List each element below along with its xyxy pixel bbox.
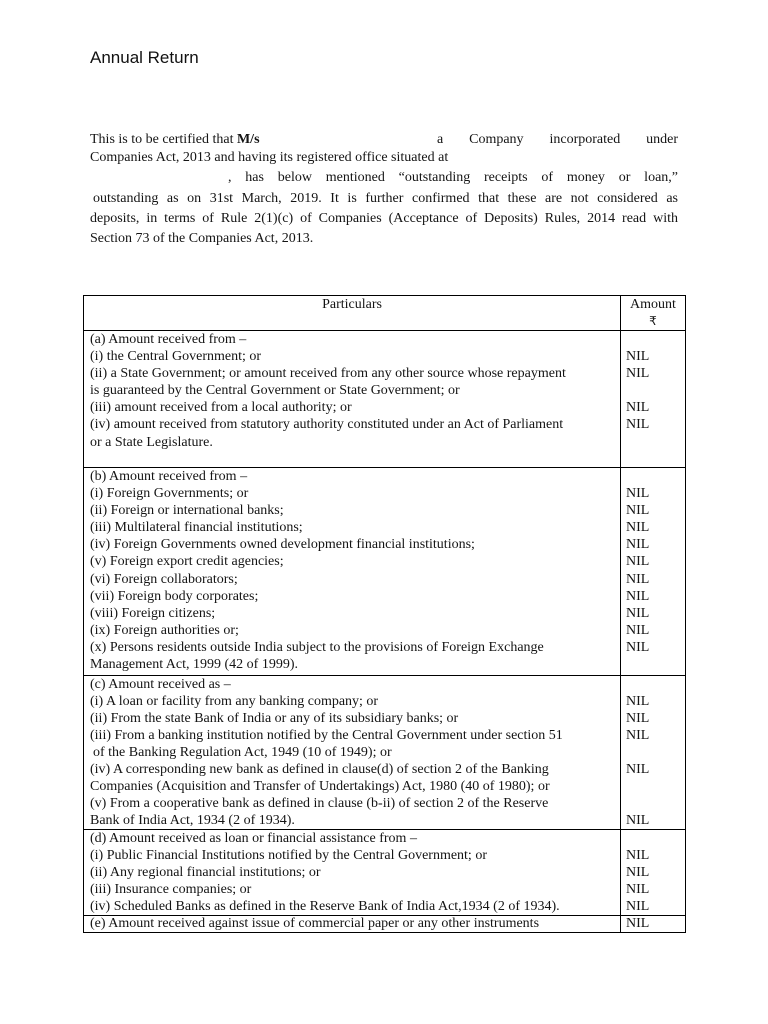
amount-cell: NIL bbox=[626, 711, 650, 726]
particulars-table bbox=[83, 295, 686, 933]
amount-cell: NIL bbox=[626, 865, 650, 881]
header-amount-cell bbox=[620, 296, 685, 330]
certificate-line-3: , has below mentioned “outstanding receipts of money or loan,” bbox=[228, 170, 678, 185]
amount-cell bbox=[626, 434, 685, 451]
section-b bbox=[84, 467, 685, 675]
table-row-text: Bank of India Act, 1934 (2 of 1934). bbox=[90, 813, 295, 828]
section-a-particulars bbox=[84, 331, 620, 467]
amount-cell: NIL bbox=[626, 366, 650, 382]
amount-cell: NIL bbox=[626, 848, 650, 864]
amount-cell: NIL bbox=[626, 554, 650, 570]
table-row-text: (i) Public Financial Institutions notified by the Central Government; or bbox=[90, 848, 487, 864]
company-prefix: M/s bbox=[236, 132, 260, 147]
table-row-text: (ix) Foreign authorities or; bbox=[90, 622, 239, 638]
amount-cell: NIL bbox=[626, 882, 650, 898]
table-row-text: (iv) A corresponding new bank as defined in clause(d) of section 2 of the Banking bbox=[90, 762, 549, 777]
section-a-amounts bbox=[620, 331, 685, 467]
amount-cell bbox=[626, 676, 685, 693]
amount-cell: NIL bbox=[626, 622, 650, 638]
section-d-amounts bbox=[620, 830, 685, 915]
table-row-text: (iv) Scheduled Banks as defined in the Reserve Bank of India Act,1934 (2 of 1934). bbox=[90, 899, 560, 915]
table-row-text: is guaranteed by the Central Government or State Government; or bbox=[90, 383, 460, 399]
certificate-intro: This is to be certified that bbox=[90, 132, 237, 147]
amount-cell: NIL bbox=[626, 520, 650, 536]
header-particulars-cell bbox=[84, 296, 620, 330]
amount-cell: NIL bbox=[626, 605, 650, 621]
header-particulars: Particulars bbox=[322, 297, 382, 312]
table-row-text: (b) Amount received from – bbox=[90, 469, 248, 484]
table-row-text: (iv) amount received from statutory authority constituted under an Act of Parliament bbox=[90, 417, 564, 433]
table-row-text: (c) Amount received as – bbox=[90, 677, 231, 692]
amount-cell: NIL bbox=[626, 899, 650, 915]
amount-cell bbox=[626, 795, 685, 812]
amount-cell: NIL bbox=[626, 417, 650, 433]
table-row-text: (i) Foreign Governments; or bbox=[90, 486, 249, 502]
section-c bbox=[84, 675, 685, 829]
amount-cell bbox=[626, 468, 685, 485]
table-row-text: (iii) From a banking institution notified by the Central Government under section 51 bbox=[90, 728, 563, 743]
amount-cell: NIL bbox=[626, 503, 650, 519]
amount-cell: NIL bbox=[626, 349, 650, 365]
table-row-text: (ii) Foreign or international banks; bbox=[90, 503, 284, 519]
table-row-text: (iii) amount received from a local authority; or bbox=[90, 400, 352, 416]
table-row-text: (ii) Any regional financial institutions; or bbox=[90, 865, 321, 881]
section-c-particulars bbox=[84, 676, 620, 829]
table-row-text: (i) the Central Government; or bbox=[90, 349, 262, 365]
section-b-amounts bbox=[620, 468, 685, 675]
certificate-line-6: Section 73 of the Companies Act, 2013. bbox=[90, 231, 314, 246]
section-a bbox=[84, 330, 685, 467]
table-row-text: (viii) Foreign citizens; bbox=[90, 605, 216, 621]
amount-cell bbox=[626, 382, 685, 399]
table-row-text: or a State Legislature. bbox=[90, 434, 213, 450]
section-d bbox=[84, 829, 685, 915]
section-e-amounts bbox=[620, 916, 685, 932]
section-d-particulars bbox=[84, 830, 620, 915]
table-row-text: of the Banking Regulation Act, 1949 (10 of 1949); or bbox=[93, 745, 392, 760]
amount-cell: NIL bbox=[626, 400, 650, 416]
amount-cell bbox=[626, 778, 685, 795]
table-row-text: (v) Foreign export credit agencies; bbox=[90, 554, 284, 570]
certificate-line-2: Companies Act, 2013 and having its registered office situated at bbox=[90, 150, 449, 165]
amount-cell bbox=[626, 331, 685, 348]
table-row-text: (ii) a State Government; or amount received from any other source whose repayment bbox=[90, 366, 566, 382]
document-title: Annual Return bbox=[90, 48, 199, 67]
rupee-symbol: ₹ bbox=[649, 314, 657, 328]
amount-cell: NIL bbox=[626, 694, 650, 709]
table-row-text: (vii) Foreign body corporates; bbox=[90, 588, 259, 604]
table-row-text: (a) Amount received from – bbox=[90, 332, 247, 347]
table-row-text: (i) A loan or facility from any banking company; or bbox=[90, 694, 379, 709]
amount-cell: NIL bbox=[626, 639, 650, 655]
certificate-line-5: deposits, in terms of Rule 2(1)(c) of Companies (Acceptance of Deposits) Rules, 2014 read with bbox=[90, 211, 678, 226]
table-row-text: (x) Persons residents outside India subject to the provisions of Foreign Exchange bbox=[90, 639, 544, 655]
table-row-text: (vi) Foreign collaborators; bbox=[90, 571, 238, 587]
table-row-text: (d) Amount received as loan or financial assistance from – bbox=[90, 831, 417, 846]
table-row-text: (e) Amount received against issue of commercial paper or any other instruments bbox=[90, 916, 540, 931]
amount-cell: NIL bbox=[626, 537, 650, 553]
amount-cell: NIL bbox=[626, 728, 650, 743]
amount-cell: NIL bbox=[626, 762, 650, 777]
amount-cell: NIL bbox=[626, 486, 650, 502]
table-row-text: Companies (Acquisition and Transfer of Undertakings) Act, 1980 (40 of 1980); or bbox=[90, 779, 550, 794]
table-row-text: (v) From a cooperative bank as defined in clause (b-ii) of section 2 of the Reserve bbox=[90, 796, 549, 811]
section-e bbox=[84, 915, 685, 932]
section-b-particulars bbox=[84, 468, 620, 675]
amount-cell: NIL bbox=[626, 813, 650, 828]
certificate-line-1-start bbox=[90, 130, 260, 150]
section-e-particulars bbox=[84, 916, 620, 932]
table-row-text: Management Act, 1999 (42 of 1999). bbox=[90, 657, 299, 673]
amount-cell: NIL bbox=[626, 571, 650, 587]
header-amount: Amount bbox=[630, 297, 676, 312]
table-row-text: (iv) Foreign Governments owned development financial institutions; bbox=[90, 537, 475, 553]
amount-cell bbox=[626, 830, 685, 847]
amount-cell: NIL bbox=[626, 588, 650, 604]
table-row-text: (iii) Insurance companies; or bbox=[90, 882, 252, 898]
amount-cell bbox=[626, 744, 685, 761]
table-header bbox=[84, 296, 685, 330]
amount-cell bbox=[626, 656, 685, 673]
certificate-line-1-end: a Company incorporated under bbox=[437, 132, 678, 147]
amount-cell: NIL bbox=[626, 916, 650, 931]
certificate-line-4: outstanding as on 31st March, 2019. It is further confirmed that these are not considered as bbox=[93, 191, 678, 206]
table-row-text: (iii) Multilateral financial institutions; bbox=[90, 520, 303, 536]
section-c-amounts bbox=[620, 676, 685, 829]
table-row-text: (ii) From the state Bank of India or any of its subsidiary banks; or bbox=[90, 711, 459, 726]
